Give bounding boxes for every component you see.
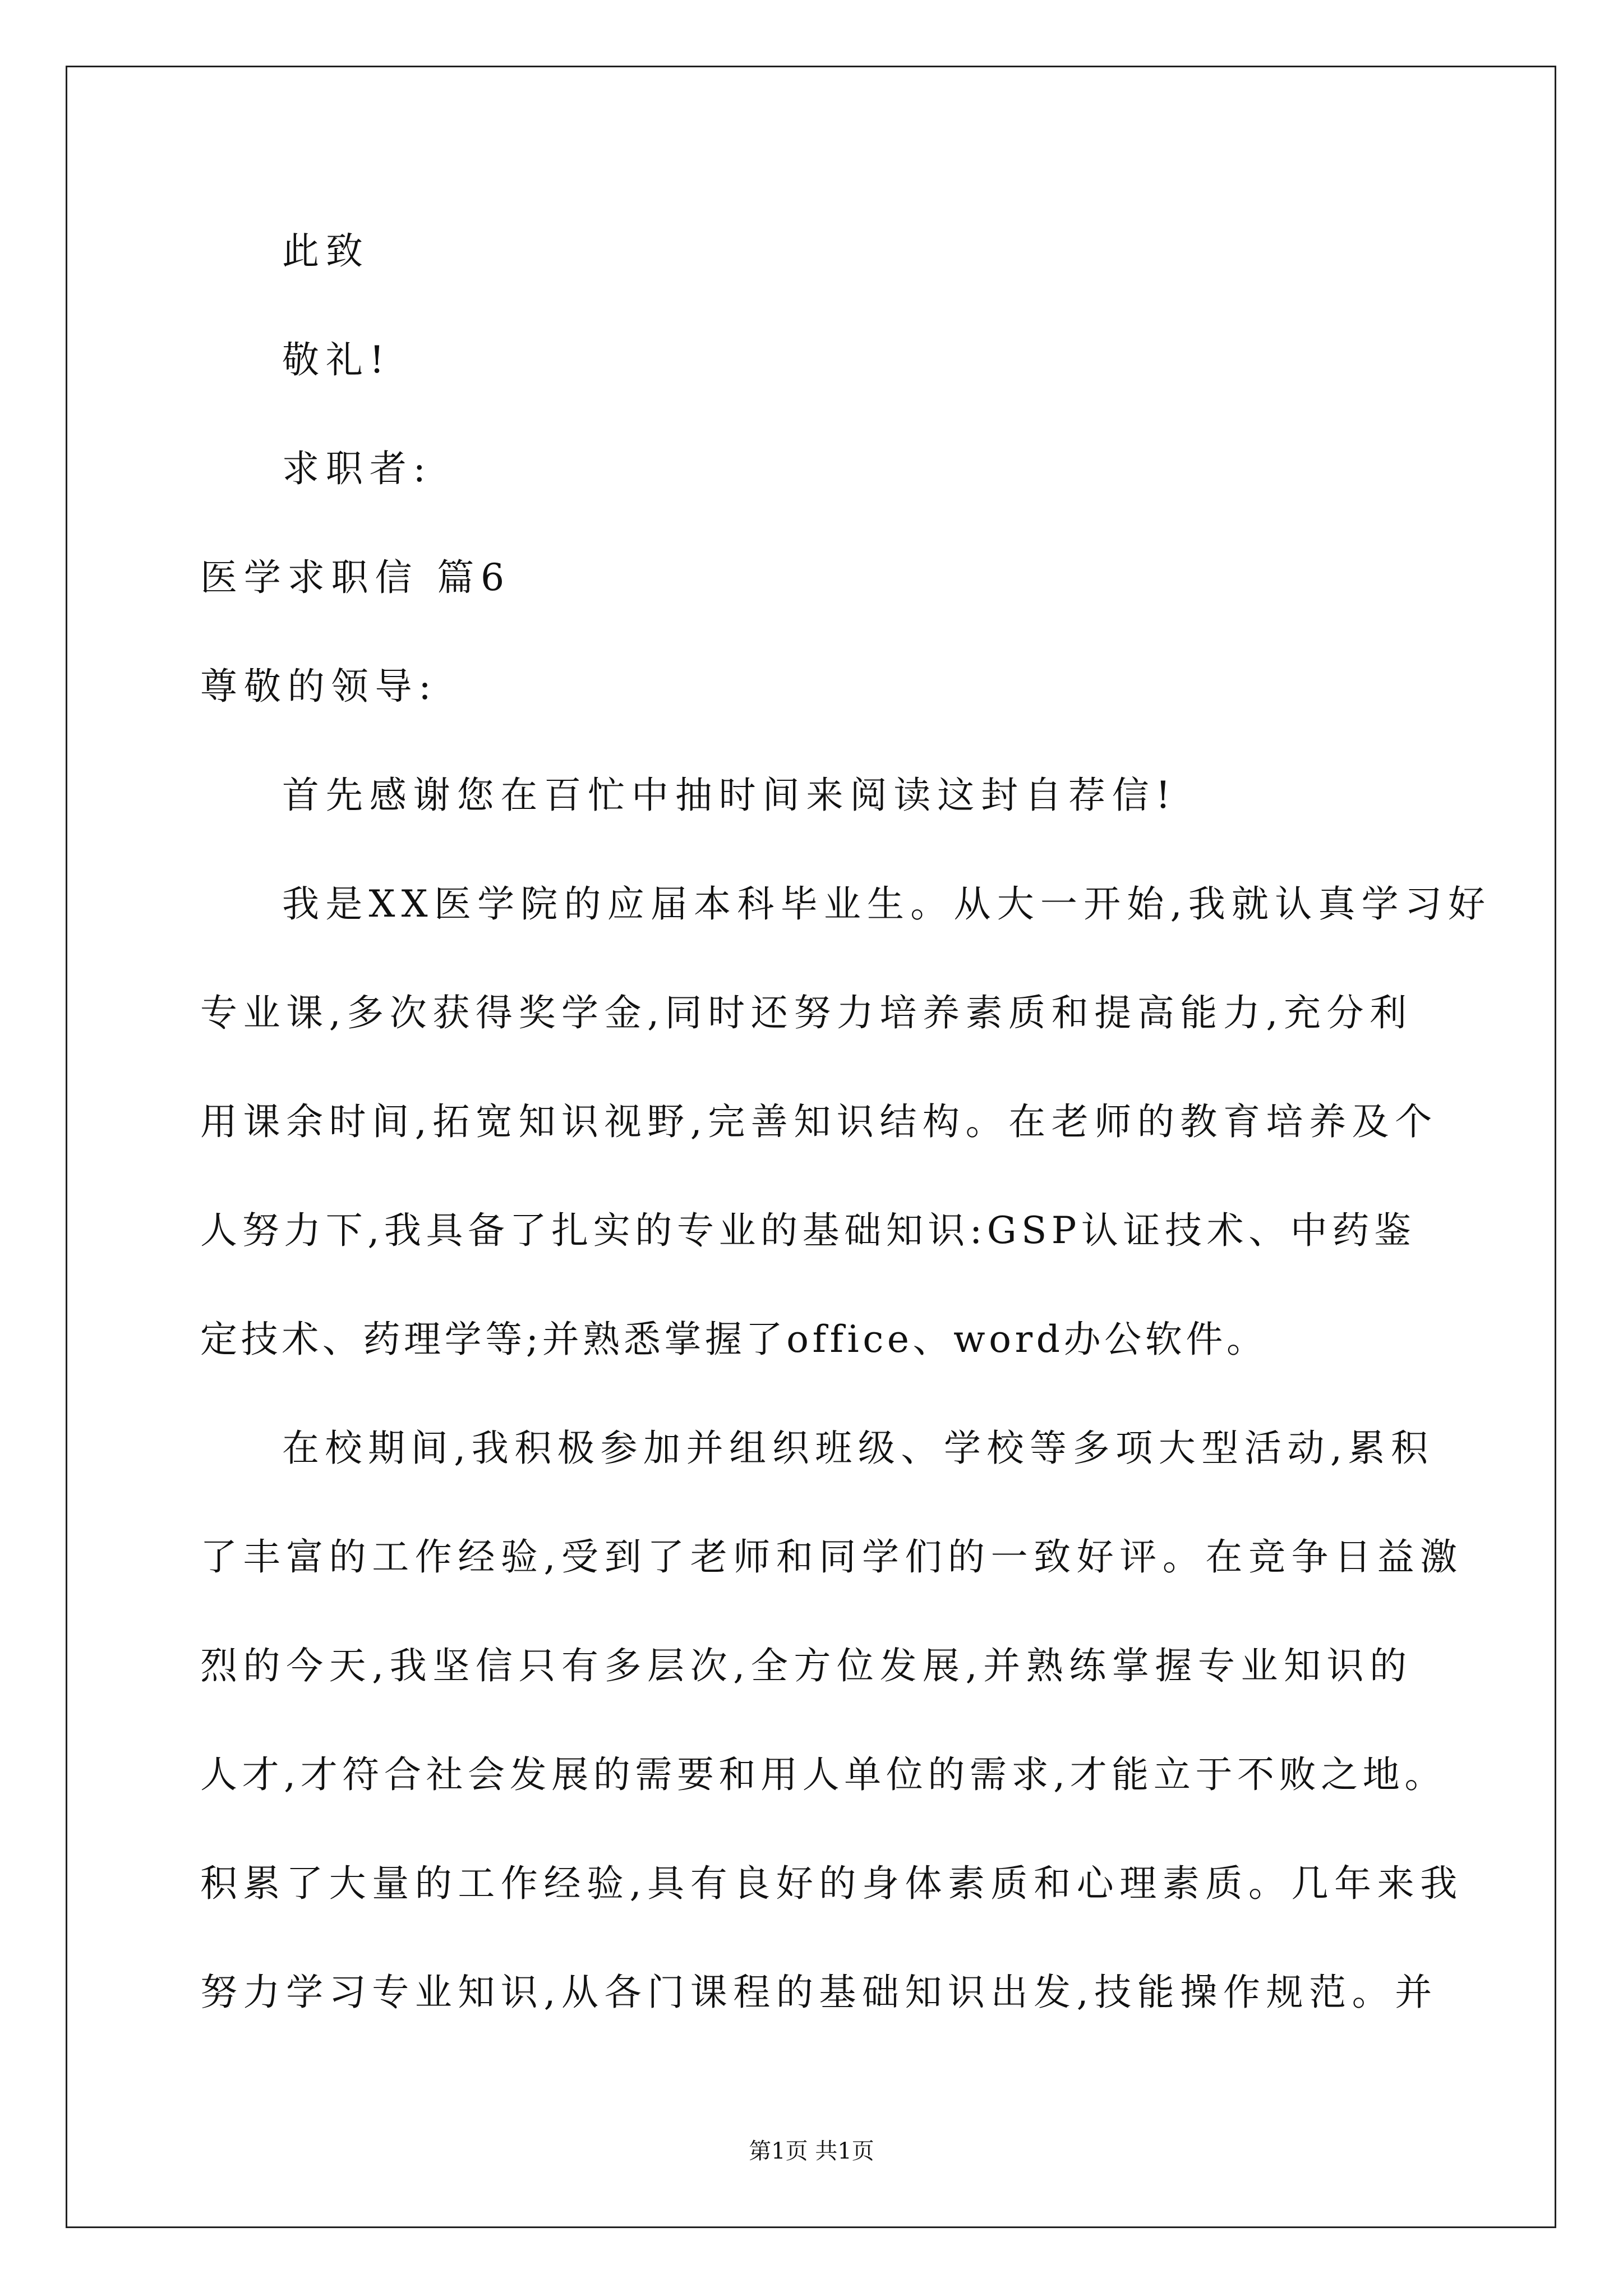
salutation: 尊敬的领导: xyxy=(200,665,438,708)
paragraph-3-line-6: 努力学习专业知识,从各门课程的基础知识出发,技能操作规范。并 xyxy=(200,1971,1438,2014)
paragraph-2-line-5: 定技术、药理学等;并熟悉掌握了office、word办公软件。 xyxy=(200,1318,1267,1361)
section-heading: 医学求职信 篇6 xyxy=(200,556,511,599)
paragraph-3-line-4: 人才,才符合社会发展的需要和用人单位的需求,才能立于不败之地。 xyxy=(200,1753,1446,1796)
paragraph-2-line-3: 用课余时间,拓宽知识视野,完善知识结构。在老师的教育培养及个 xyxy=(200,1100,1438,1143)
paragraph-2-line-2: 专业课,多次获得奖学金,同时还努力培养素质和提高能力,充分利 xyxy=(200,991,1413,1034)
paragraph-2-line-1: 我是XX医学院的应届本科毕业生。从大一开始,我就认真学习好 xyxy=(282,882,1492,926)
closing-line-cizhi: 此致 xyxy=(282,229,370,273)
page-number-footer: 第1页 共1页 xyxy=(749,2138,874,2164)
paragraph-1-line-1: 首先感谢您在百忙中抽时间来阅读这封自荐信! xyxy=(282,774,1178,817)
paragraph-3-line-2: 了丰富的工作经验,受到了老师和同学们的一致好评。在竞争日益激 xyxy=(200,1535,1463,1579)
closing-line-jingli: 敬礼! xyxy=(282,338,391,381)
paragraph-3-line-3: 烈的今天,我坚信只有多层次,全方位发展,并熟练掌握专业知识的 xyxy=(200,1644,1413,1687)
paragraph-2-line-4: 人努力下,我具备了扎实的专业的基础知识:GSP认证技术、中药鉴 xyxy=(200,1209,1416,1252)
signature-label: 求职者: xyxy=(282,447,432,490)
paragraph-3-line-1: 在校期间,我积极参加并组织班级、学校等多项大型活动,累积 xyxy=(282,1427,1434,1470)
paragraph-3-line-5: 积累了大量的工作经验,具有良好的身体素质和心理素质。几年来我 xyxy=(200,1862,1463,1905)
